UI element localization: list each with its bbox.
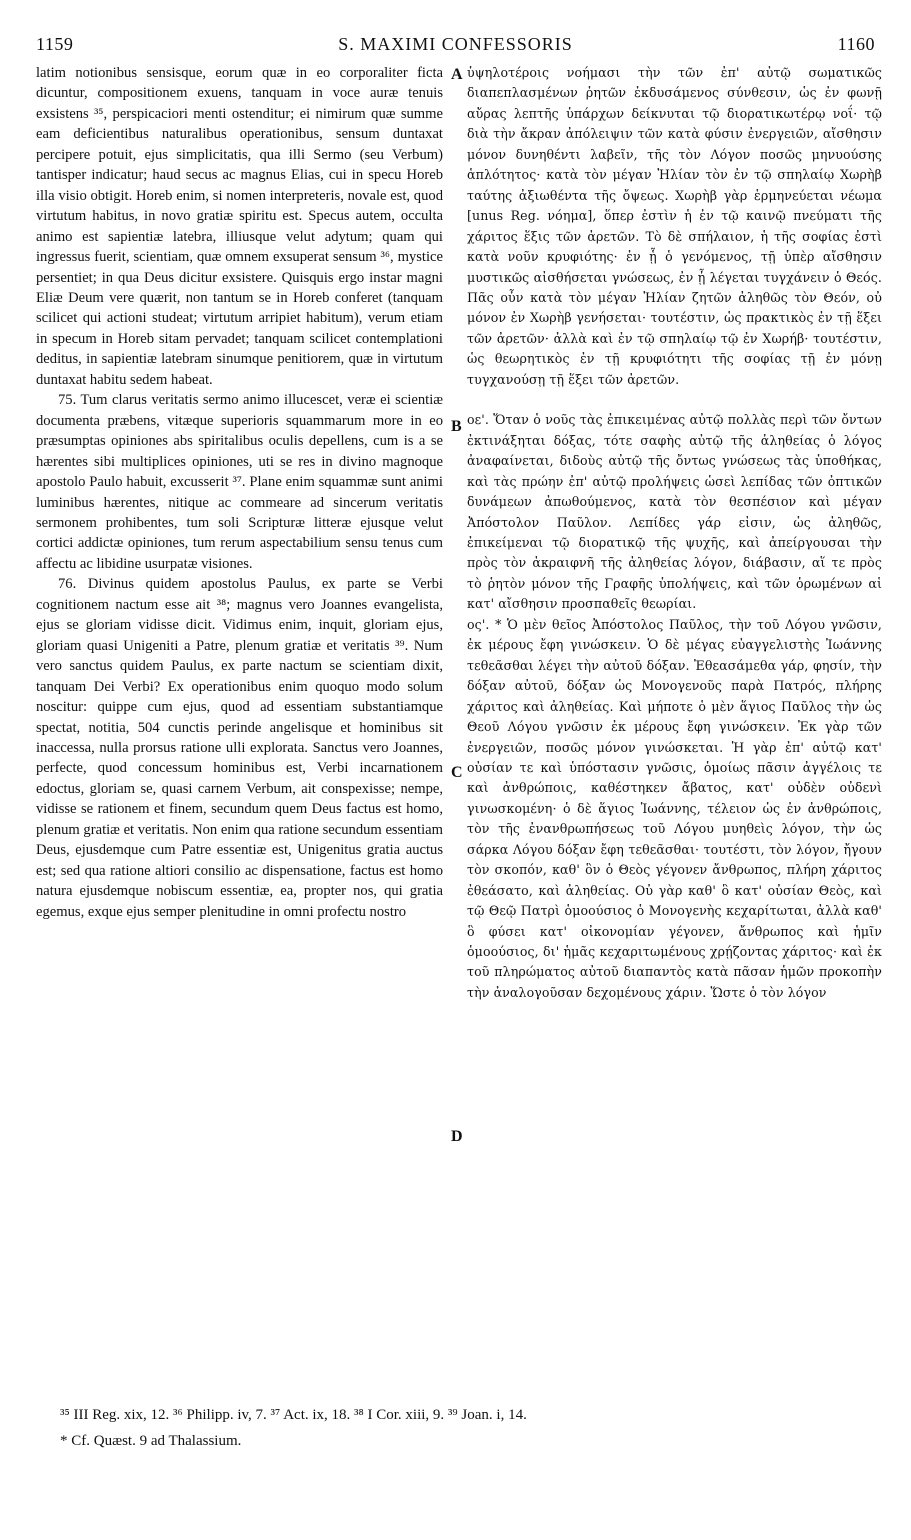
- footnotes: [60, 1402, 875, 1454]
- footnote-references: ³⁵ III Reg. xix, 12. ³⁶ Philipp. iv, 7. ³⁷ Act. ix, 18. ³⁸ I Cor. xiii, 9. ³⁹ Joan. i, 14.: [60, 1407, 527, 1423]
- footnote-cross-reference: * Cf. Quæst. 9 ad Thalassium.: [60, 1433, 242, 1449]
- margin-letter-c: C: [451, 764, 463, 781]
- greek-paragraph-1: ὑψηλοτέροις νοήμασι τὴν τῶν ἐπ' αὐτῷ σωματικῶς διαπεπλασμένων ῥητῶν ἐκδυσάμενος σύνθεσιν, ὡς ἐν φωνῇ αὔρας λεπτῆς ὑπάρχων δείκνυται τῷ διορατικωτέρῳ νοΐ· τῷ διὰ τὴν ἄκραν ἀπόλειψιν τῶν κατὰ φύσιν ἐνεργειῶν, αἴσθησιν μόνον δυνηθέντι λαβεῖν, τῆς τὸν Λόγον ποσῶς μηνυούσης ἁπλότητος· κατὰ τὸν μέγαν Ἠλίαν τὸν ἐν τῷ σπηλαίῳ Χωρὴβ ταύτης ἀξιωθέντα τῆς ὄψεως. Χωρὴβ γὰρ ἑρμηνεύεται νέωμα [unus Reg. νόημα], ὅπερ ἐστὶν ἡ ἐν τῷ καινῷ πνεύματι τῆς χάριτος ἕξις τῶν ἀρετῶν. Τὸ δὲ σπήλαιον, ἡ τῆς σοφίας ἐστὶ κατὰ νοῦν κρυφιότης· ἐν ᾗ ὁ γενόμενος, τῇ ὑπὲρ αἴσθησιν μυστικῶς αἰσθήσεται γνώσεως, ἐν ᾗ λέγεται τυγχάνειν ὁ Θεός. Πᾶς οὖν κατὰ τὸν μέγαν Ἠλίαν ζητῶν ἀληθῶς τὸν Θεόν, οὐ μόνον ἐν Χωρὴβ γενήσεται· τουτέστιν, ὡς πρακτικὸς ἐν τῇ ἕξει τῶν ἀρετῶν· ἀλλὰ καὶ ἐν τῷ σπηλαίῳ τῷ ἐν Χωρήβ· τουτέστιν, ὡς θεωρητικὸς ἐν τῇ κρυφιότητι τῆς σοφίας τῇ ἐν μόνῃ τυγχανούσῃ τῇ ἕξει τῶν ἀρετῶν.: [467, 65, 882, 387]
- margin-letter-a: A: [451, 66, 463, 83]
- latin-column: [36, 63, 443, 922]
- page-number-right: 1160: [837, 34, 875, 54]
- running-title: S. MAXIMI CONFESSORIS: [338, 34, 573, 54]
- greek-paragraph-76: ος'. * Ὁ μὲν θεῖος Ἀπόστολος Παῦλος, τὴν τοῦ Λόγου γνῶσιν, ἐκ μέρους ἔφη γινώσκειν. Ὁ δὲ μέγας εὐαγγελιστὴς Ἰωάννης τεθεᾶσθαι λέγει τὴν αὐτοῦ δόξαν. Ἐθεασάμεθα γάρ, φησίν, τὴν δόξαν αὐτοῦ, δόξαν ὡς Μονογενοῦς παρὰ Πατρός, πλήρης χάριτος καὶ ἀληθείας. Καὶ μήποτε ὁ μὲν ἅγιος Παῦλος τὴν ὡς Θεοῦ Λόγου γνῶσιν ἐκ μέρους ἔφη γινώσκειν. Ἐκ γὰρ τῶν ἐνεργειῶν, ποσῶς μόνον γινώσκεται. Ἡ γὰρ ἐπ' αὐτῷ κατ' οὐσίαν τε καὶ ὑπόστασιν γνῶσις, ὁμοίως πᾶσιν ἀγγέλοις τε καὶ ἀνθρώποις, καθέστηκεν ἄβατος, κατ' οὐδὲν οὐδενὶ γινωσκομένη· ὁ δὲ ἅγιος Ἰωάννης, τέλειον ὡς ἐν ἀνθρώποις, τὸν τῆς ἐνανθρωπήσεως τοῦ Λόγου μυηθεὶς λόγον, τὴν ὡς σάρκα Λόγου δόξαν ἔφη τεθεᾶσθαι· τουτέστι, τὸν λόγον, ἤγουν τὸν σκοπόν, καθ' ὃν ὁ Θεὸς γέγονεν ἄνθρωπος, πλήρη χάριτος ἐθεάσατο, καὶ ἀληθείας. Οὐ γὰρ καθ' ὃ κατ' οὐσίαν Θεὸς, καὶ τῷ Θεῷ Πατρὶ ὁμοούσιος ὁ Μονογενὴς κεχαρίτωται, ἀλλὰ καθ' ὃ φύσει κατ' οἰκονομίαν γέγονεν, ἄνθρωπος καὶ ἡμῖν ὁμοούσιος, δι' ἡμᾶς κεχαριτωμένους χρῄζοντας χάριτος· καὶ ἐκ τοῦ πληρώματος αὐτοῦ διαπαντὸς κατὰ πᾶσαν ἡμῶν προκοπὴν τὴν ἀναλογοῦσαν δεχομένους χάριν. Ὥστε ὁ τὸν λόγον: [467, 616, 882, 1000]
- greek-column: [467, 63, 882, 1003]
- margin-letter-b: B: [451, 418, 462, 435]
- page-number-left: 1159: [36, 34, 74, 54]
- latin-paragraph-1: latim notionibus sensisque, eorum quæ in eo corporaliter ficta dicuntur, compositionem exuens, tanquam in voce auræ tenuis exsistens ³⁵, perspicaciori menti ostenditur; ei nimirum quæ summe eam deficientibus naturalibus operationibus, sensum duntaxat percipere potuit, ejus simplicitatis, qua illi Sermo (seu Verbum) tantisper indicatur; haud secus ac magnus Elias, cui in specu Horeb illa visio obtigit. Horeb enim, si nomen interpreteris, novale est, quod virtutum habitus, in novo gratiæ spiritu est. Specus autem, occulta animo est sapientiæ latebra, illiusque velut adytum; quam qui ingressus fuerit, scientiam, quæ omnem exsuperat sensum ³⁶, mystice persentiet; in qua Deus dicitur exsistere. Quisquis ergo instar magni Eliæ Deum vere quærit, non tantum se in Horeb conferet (tanquam scilicet qui actioni studeat; virtutum arripiet habitum), verum etiam in specum in Horeb sitam pervadet; tanquam scilicet contemplationi deditus, in sapientiæ latebram sinumque penitiorem, quæ in virtutum duntaxat habitu sedem habeat.: [36, 65, 443, 388]
- margin-letter-d: D: [451, 1128, 463, 1145]
- latin-paragraph-76: 76. Divinus quidem apostolus Paulus, ex parte se Verbi cognitionem nactum esse ait ³⁸; magnus vero Joannes evangelista, ejus se gloriam vidisse dicit. Vidimus enim, inquit, gloriam ejus, gloriam quasi Unigeniti a Patre, plenum gratiæ et veritatis ³⁹. Num vero sanctus quidem Paulus, ex parte nactum se scientiam dixit, tanquam Dei Verbi? Ex operationibus enim quoquo modo solum noscitur: quippe cum ejus, quod ad essentiam substantiamque spectat, notitia, 504 cunctis perinde angelisque et hominibus sit inaccessa, nulla prorsus ratione ulli explorata. Sanctus vero Joannes, perfecte, quod concessum hominibus est, Verbi incarnationem edoctus, gloriam se, quasi carnem Verbum, ait conspexisse; nempe, vidisse se rationem et finem, secundum quem Deus factus est homo, plenum gratiæ et veritatis. Non enim qua ratione secundum essentiam Deus, ejusdemque cum Patre essentiæ est, Unigenitus gratia auctus est; sed qua ratione altiori consilio ac dispensatione, factus est homo natura ejusdemque nobiscum essentiæ, ea, propter nos, qui gratia egemus, exque ejus semper plenitudine in omni profectu nostro: [36, 576, 443, 920]
- greek-paragraph-75: οε'. Ὅταν ὁ νοῦς τὰς ἐπικειμένας αὐτῷ πολλὰς περὶ τῶν ὄντων ἐκτινάξηται δόξας, τότε σαφὴς αὐτῷ τῆς ἀληθείας ὁ λόγος ἀναφαίνεται, διδοὺς αὐτῷ τῆς ὄντως γνώσεως τὰς ὑποθήκας, καὶ τὰς πρώην ἐπ' αὐτῷ προλήψεις ὡσεὶ λεπίδας τῶν ὀπτικῶν δυνάμεων ἀπωθούμενος, κατὰ τὸν θεσπέσιον καὶ μέγαν Ἀπόστολον Παῦλον. Λεπίδες γάρ εἰσιν, ὡς ἀληθῶς, ἐπικείμεναι τῷ διορατικῷ τῆς ψυχῆς, καὶ ἀπείργουσαι τὴν πρὸς τὸν ἀκραιφνῆ τῆς ἀληθείας λόγον, διάβασιν, αἵ τε πρὸς τὸ ῥητὸν μόνον τῆς Γραφῆς ὑπολήψεις, καὶ τῶν ὁρωμένων αἱ κατ' αἴσθησιν προσπαθεῖς θεωρίαι.: [467, 412, 882, 612]
- latin-paragraph-75: 75. Tum clarus veritatis sermo animo illucescet, veræ ei scientiæ documenta præbens, vitæque superioris squammarum more in eo præsumptas opiniones abs spiritalibus oculis depellens, cum is a se hærentes sibi multiplices opiniones, uti se res in divino magnoque apostolo Paulo habuit, excusserit ³⁷. Plane enim squammæ sunt animi luminibus hærentes, nitique ac commeare ad sincerum veritatis sermonem prohibentes, tum soli Scripturæ litteræ ejusque velut cortici addictæ opiniones, tum rerum aspectabilium sensu tenus cum affectu ac libidine usurpatæ visiones.: [36, 392, 443, 572]
- running-header: [36, 34, 875, 60]
